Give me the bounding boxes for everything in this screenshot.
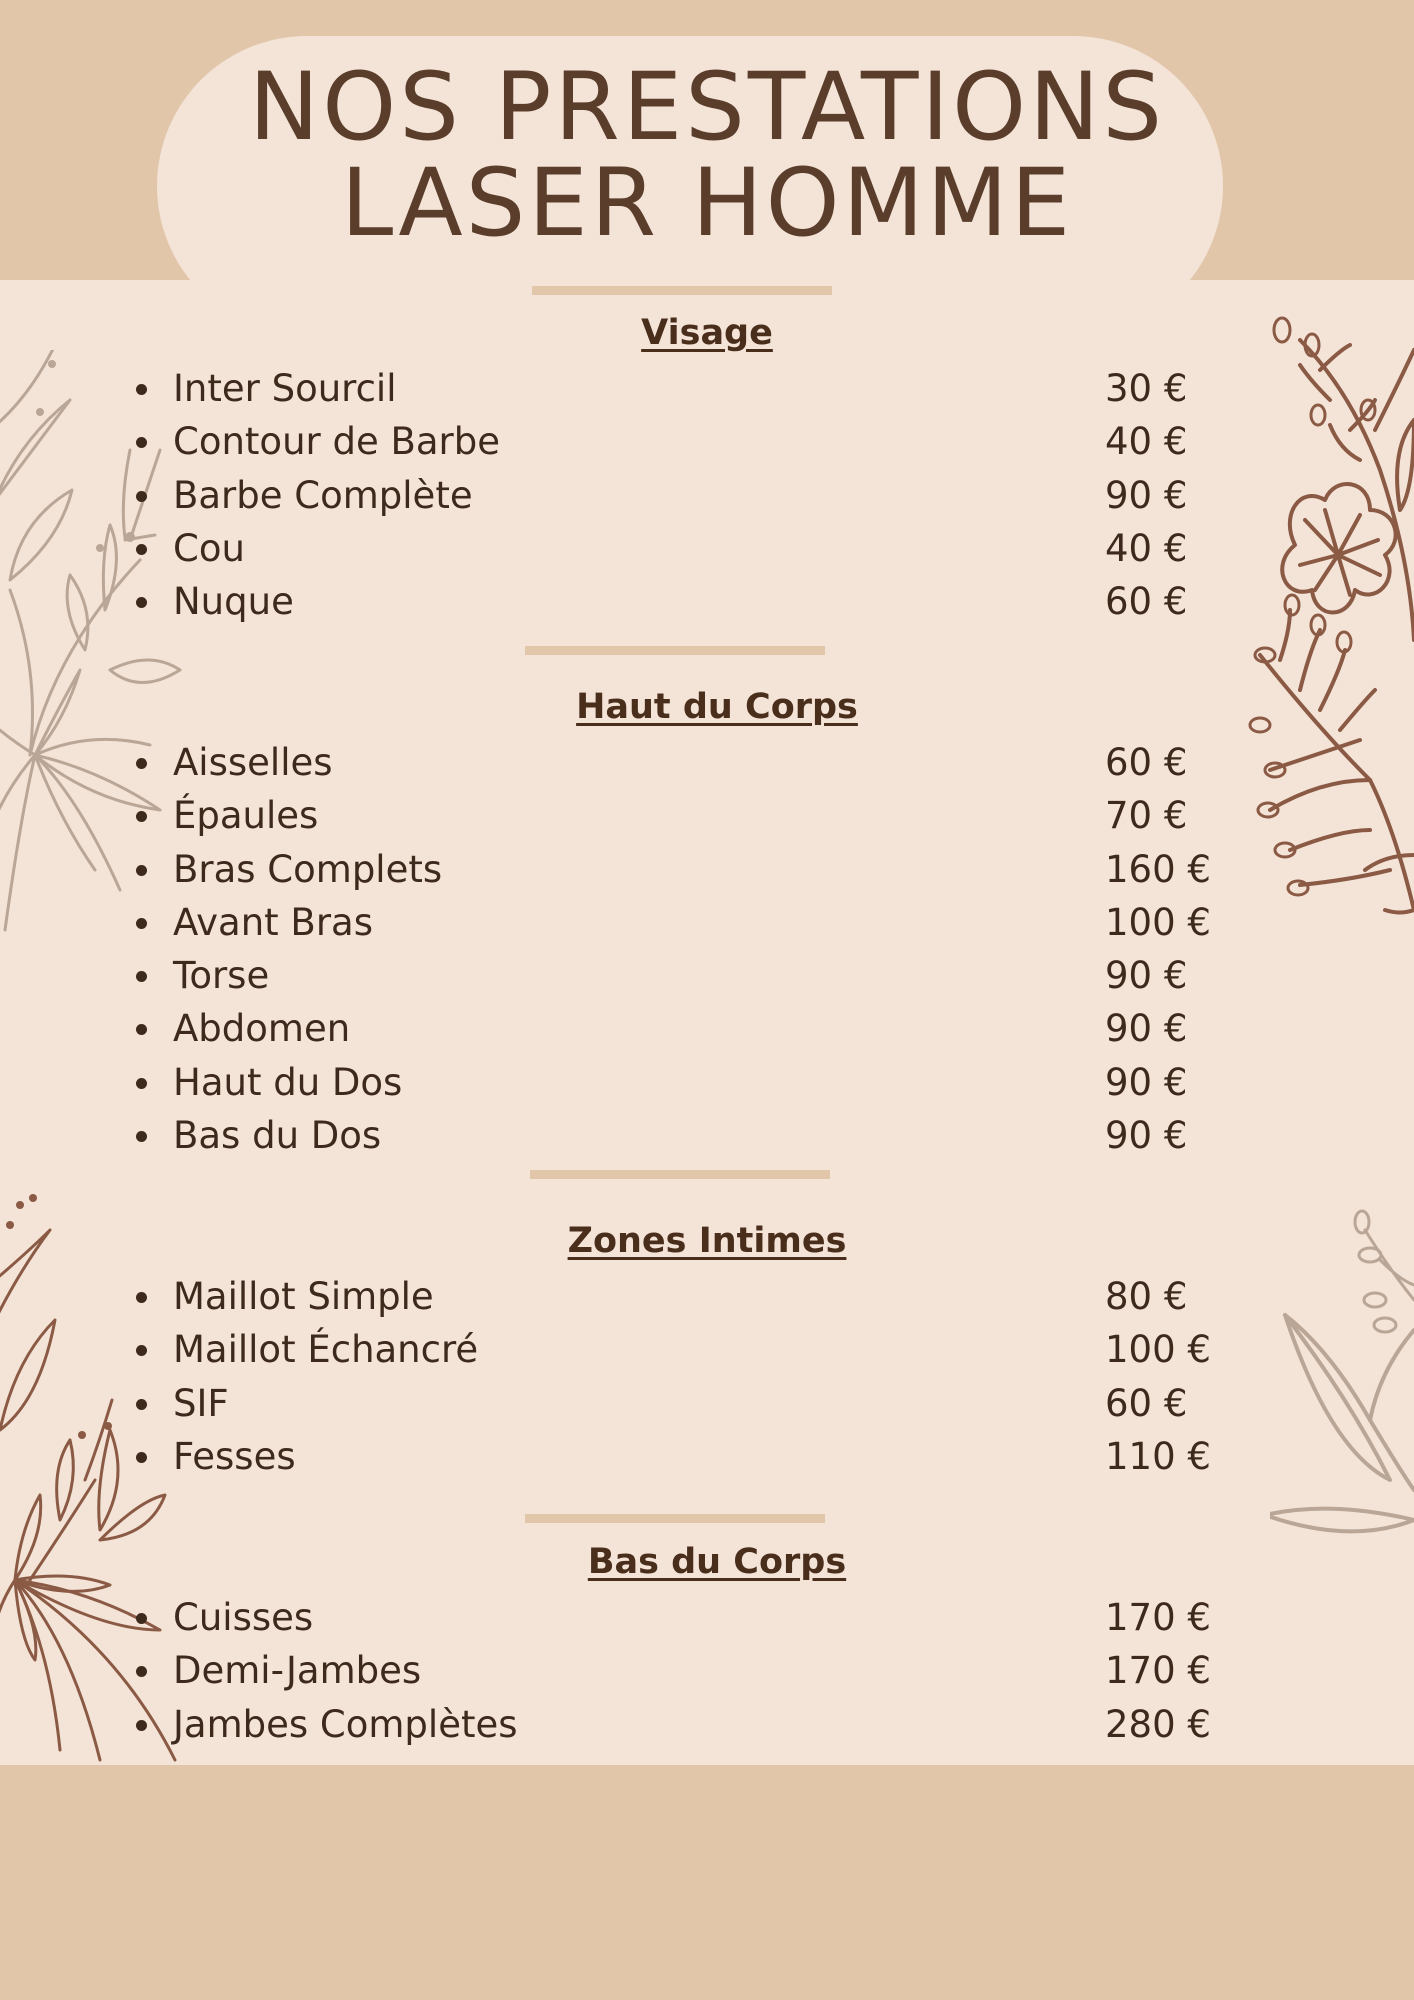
service-name: Abdomen [173, 1007, 351, 1051]
list-item [0, 1377, 1414, 1430]
list-item [0, 1056, 1414, 1109]
service-name: Maillot Échancré [173, 1328, 479, 1372]
service-price: 30 € [1105, 367, 1188, 410]
section-heading-zones-intimes: Zones Intimes [567, 1221, 847, 1261]
service-price: 90 € [1105, 1060, 1188, 1104]
service-name: Jambes Complètes [173, 1702, 518, 1746]
services-list-visage [0, 362, 1414, 628]
list-item [0, 789, 1414, 842]
service-name: Demi-Jambes [173, 1649, 422, 1693]
list-item [0, 415, 1414, 468]
list-item [0, 1644, 1414, 1697]
services-list-zones-intimes [0, 1270, 1414, 1483]
section-heading-bas-du-corps: Bas du Corps [587, 1542, 847, 1582]
list-item [0, 1002, 1414, 1055]
divider-3 [525, 1514, 825, 1523]
service-price: 110 € [1105, 1434, 1211, 1478]
service-price: 60 € [1105, 580, 1188, 624]
footer-band [0, 1765, 1414, 2000]
service-name: Barbe Complète [173, 473, 473, 517]
list-item [0, 1109, 1414, 1162]
service-price: 170 € [1105, 1596, 1211, 1639]
service-name: Cou [173, 526, 245, 570]
section-heading-visage: Visage [641, 313, 773, 353]
divider-top [532, 286, 832, 295]
service-price: 90 € [1105, 473, 1188, 517]
service-name: Nuque [173, 580, 294, 624]
title-line-1: NOS PRESTATIONS [248, 53, 1166, 162]
service-name: Bas du Dos [173, 1114, 382, 1158]
divider-1 [525, 646, 825, 655]
service-price: 60 € [1105, 1381, 1188, 1425]
service-price: 90 € [1105, 1007, 1188, 1051]
service-name: Avant Bras [173, 900, 373, 944]
divider-2 [530, 1170, 830, 1179]
list-item [0, 522, 1414, 575]
services-list-haut-du-corps [0, 736, 1414, 1162]
service-name: Épaules [173, 794, 319, 838]
service-name: Maillot Simple [173, 1275, 434, 1318]
list-item [0, 1698, 1414, 1751]
list-item [0, 469, 1414, 522]
list-item [0, 1270, 1414, 1323]
service-price: 280 € [1105, 1702, 1211, 1746]
service-name: Inter Sourcil [173, 367, 397, 410]
service-price: 80 € [1105, 1275, 1188, 1318]
service-name: Torse [173, 954, 270, 998]
service-price: 40 € [1105, 526, 1188, 570]
service-price: 70 € [1105, 794, 1188, 838]
title-line-2: LASER HOMME [340, 149, 1074, 258]
services-list-bas-du-corps [0, 1591, 1414, 1751]
list-item [0, 843, 1414, 896]
list-item [0, 949, 1414, 1002]
service-name: Fesses [173, 1434, 296, 1478]
service-price: 160 € [1105, 847, 1211, 891]
service-price: 100 € [1105, 1328, 1211, 1372]
list-item [0, 896, 1414, 949]
list-item [0, 1430, 1414, 1483]
service-name: Contour de Barbe [173, 420, 501, 464]
service-name: Haut du Dos [173, 1060, 403, 1104]
list-item [0, 575, 1414, 628]
list-item [0, 1591, 1414, 1644]
service-name: Cuisses [173, 1596, 314, 1639]
list-item [0, 362, 1414, 415]
service-price: 40 € [1105, 420, 1188, 464]
list-item [0, 1323, 1414, 1376]
service-price: 60 € [1105, 741, 1188, 784]
service-name: Bras Complets [173, 847, 443, 891]
section-heading-haut-du-corps: Haut du Corps [576, 687, 858, 727]
service-price: 90 € [1105, 954, 1188, 998]
service-name: SIF [173, 1381, 229, 1425]
list-item [0, 736, 1414, 789]
service-price: 170 € [1105, 1649, 1211, 1693]
service-price: 100 € [1105, 900, 1211, 944]
service-name: Aisselles [173, 741, 333, 784]
service-price: 90 € [1105, 1114, 1188, 1158]
page-title [0, 53, 1414, 258]
